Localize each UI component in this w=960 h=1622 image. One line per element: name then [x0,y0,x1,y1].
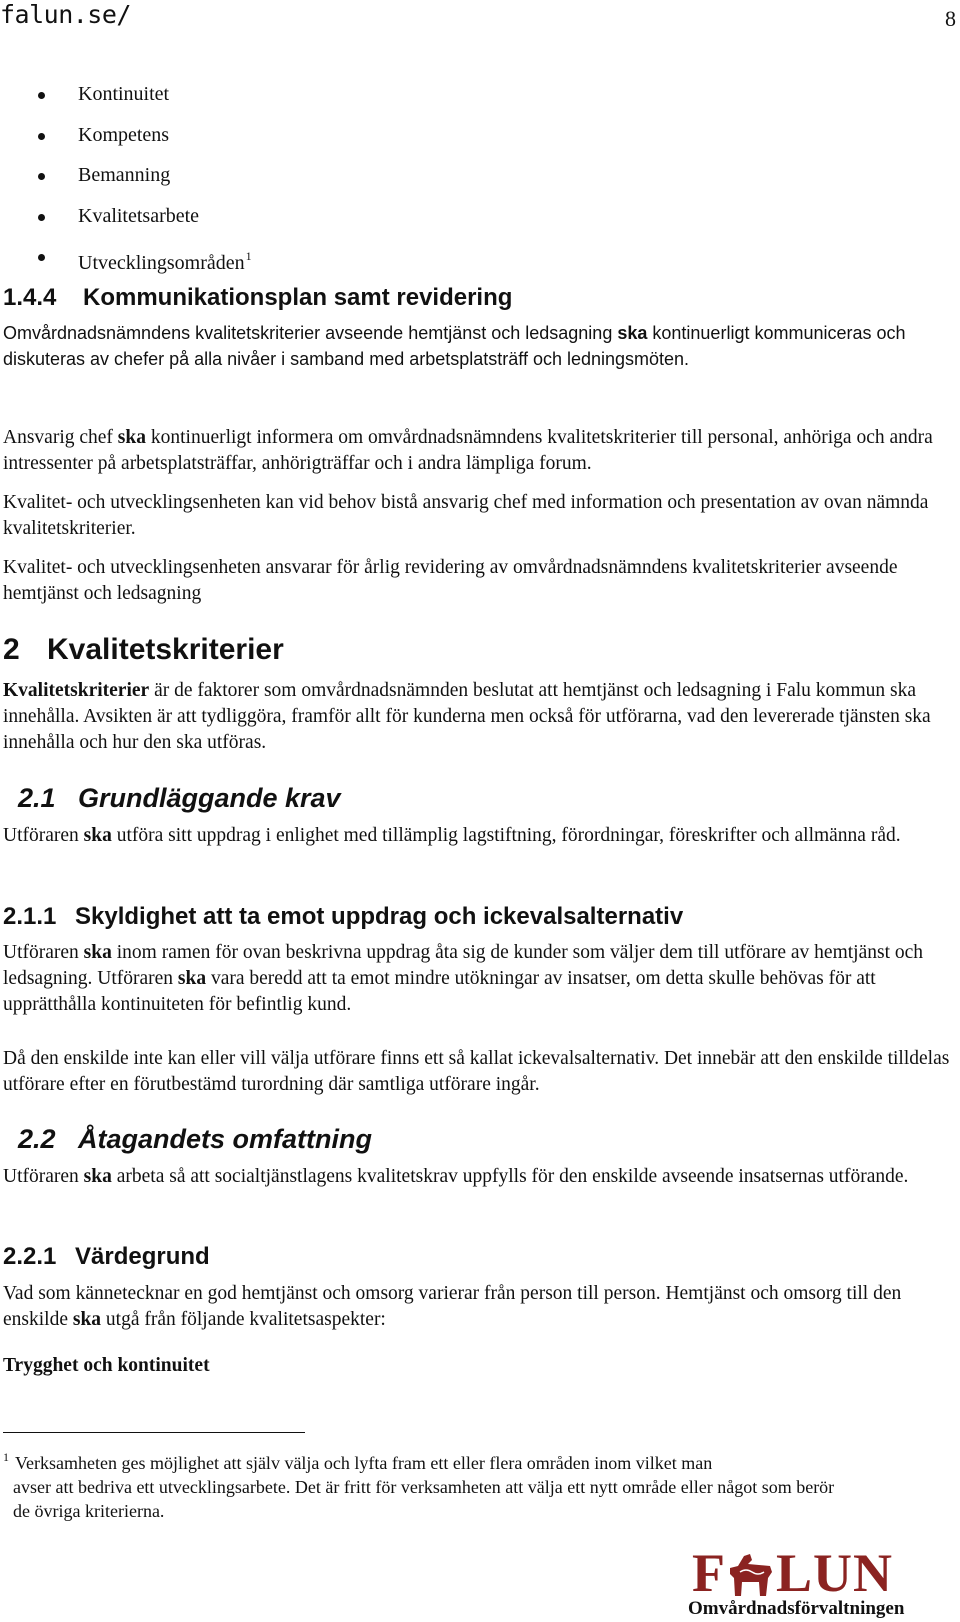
paragraph: Utföraren ska utföra sitt uppdrag i enlighet med tillämplig lagstiftning, förordningar, föreskrifter och allmänna råd. [3,825,901,846]
paragraph: Vad som kännetecknar en god hemtjänst och omsorg varierar från person till person. Hemtjänst och omsorg till den enskilde ska utgå från följande kvalitetsaspekter: [3,1283,902,1330]
section-heading-2-1: 2.1 Grundläggande krav [18,783,341,813]
footnote-ref: 1 [245,249,252,263]
subheading-trygghet: Trygghet och kontinuitet [3,1355,210,1376]
paragraph: Kvalitet- och utvecklingsenheten kan vid behov bistå ansvarig chef med information och presentation av ovan nämnda kvalitetskriterier. [3,492,929,539]
falun-logo: F LUN [692,1543,894,1603]
paragraph: Utföraren ska inom ramen för ovan beskrivna uppdrag åta sig de kunder som väljer dem till utförare av hemtjänst och ledsagning. Utföraren ska vara beredd att ta emot mindre utökningar av insatser, om detta skulle behövas för att upprätthålla kontinuiteten för befintlig kund. [3,942,924,1015]
list-item: Bemanning [42,155,252,196]
section-heading-2-2: 2.2 Åtagandets omfattning [18,1124,372,1154]
section-heading-1-4-4: 1.4.4 Kommunikationsplan samt revidering [3,284,513,311]
paragraph: Utföraren ska arbeta så att socialtjänstlagens kvalitetskrav uppfylls för den enskilde avseende insatsernas utförande. [3,1166,909,1187]
section-heading-2-2-1: 2.2.1 Värdegrund [3,1243,210,1270]
footnote-divider [3,1432,305,1433]
paragraph: Ansvarig chef ska kontinuerligt informera om omvårdnadsnämndens kvalitetskriterier till personal, anhöriga och andra intressenter på arbetsplatsträffar, anhörigträffar och i andra lämpliga forum. [3,427,933,474]
bullet-list [42,74,252,277]
logo-subtitle: Omvårdnadsförvaltningen [688,1598,905,1619]
list-item: Kompetens [42,115,252,156]
paragraph: Omvårdnadsnämndens kvalitetskriterier avseende hemtjänst och ledsagning ska kontinuerligt kommuniceras och diskuteras av chefer på alla nivåer i samband med arbetsplatsträff och ledningsmöten. [3,323,906,369]
section-heading-2-1-1: 2.1.1 Skyldighet att ta emot uppdrag och ickevalsalternativ [3,903,684,930]
footnote: $^1$ Verksamheten ges möjlighet att själv välja och lyfta fram ett eller flera områden inom vilket man avser att bedriva ett utvecklingsarbete. Det är fritt för verksamheten att välja ett nytt område eller något som berör de övriga kriterierna. [3,1450,835,1521]
list-item: Kontinuitet [42,74,252,115]
list-item: Utvecklingsområden$^1$ [42,236,252,277]
section-heading-2: 2 Kvalitetskriterier [3,633,284,666]
paragraph: Kvalitetskriterier är de faktorer som omvårdnadsnämnden beslutat att hemtjänst och ledsagning i Falu kommun ska innehålla. Avsikten är att tydliggöra, framför allt för kunderna men också för utförarna, vad den levererade tjänsten ska innehålla och hur den ska utföras. [3,680,931,753]
paragraph: Då den enskilde inte kan eller vill välja utförare finns ett så kallat ickevalsalternativ. Det innebär att den enskilde tilldelas utförare efter en förutbestämd turordning där samtliga utförare ingår. [3,1048,950,1095]
page-number: 8 [945,6,956,31]
header-url: falun.se/ [0,0,131,29]
dala-horse-icon [724,1550,776,1598]
list-item: Kvalitetsarbete [42,196,252,237]
paragraph: Kvalitet- och utvecklingsenheten ansvarar för årlig revidering av omvårdnadsnämndens kvalitetskriterier avseende hemtjänst och ledsagning [3,557,898,604]
